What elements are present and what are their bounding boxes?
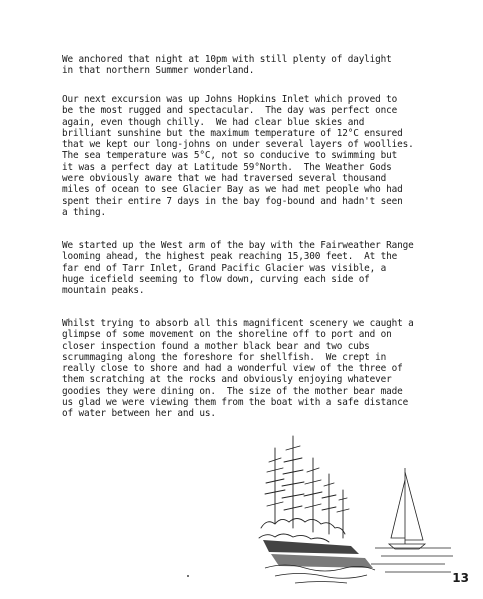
text-line: a thing. [62,206,106,218]
text-line: miles of ocean to see Glacier Bay as we had met people who had [62,184,403,196]
text-line: them scratching at the rocks and obviously enjoying whatever [62,374,392,386]
text-line: Whilst trying to absorb all this magnificent scenery we caught a [62,318,414,329]
text-line: brilliant sunshine but the maximum temperature of 12°C ensured [62,127,403,139]
text-line: it was a perfect day at Latitude 59°North. The Weather Gods [62,161,392,173]
text-line: Our next excursion was up Johns Hopkins Inlet which proved to [62,94,398,105]
text-line: spent their entire 7 days in the bay fog-bound and hadn't seen [62,195,403,207]
text-line: of water between her and us. [62,408,216,420]
page-number: 13 [452,571,469,585]
text-line: that we kept our long-johns on under several layers of woollies. [62,139,414,151]
text-line: looming ahead, the highest peak reaching 15,300 feet. At the [62,251,398,263]
text-line: We anchored that night at 10pm with still plenty of daylight [62,54,392,65]
stray-mark [187,575,189,577]
text-line: in that northern Summer wonderland. [62,65,255,77]
text-line: far end of Tarr Inlet, Grand Pacific Glacier was visible, a [62,262,387,274]
text-line: again, even though chilly. We had clear blue skies and [62,116,365,128]
text-line: goodies they were dining on. The size of the mother bear made [62,385,403,397]
text-line: scrummaging along the foreshore for shellfish. We crept in [62,351,387,363]
text-line: glimpse of some movement on the shoreline off to port and on [62,329,392,341]
text-line: The sea temperature was 5°C, not so conducive to swimming but [62,150,398,162]
text-line: were obviously aware that we had traversed several thousand [62,173,387,185]
text-line: mountain peaks. [62,285,145,297]
text-line: closer inspection found a mother black bear and two cubs [62,340,370,352]
paragraph-johns-hopkins-inlet [62,94,462,218]
paragraph-anchoring [62,54,462,77]
text-line: be the most rugged and spectacular. The day was perfect once [62,105,398,117]
paragraph-west-arm [62,240,462,296]
shoreline-sailboat-sketch-icon [255,428,455,588]
text-line: us glad we were viewing them from the boat with a safe distance [62,397,409,409]
paragraph-black-bear [62,318,462,420]
text-line: really close to shore and had a wonderful view of the three of [62,363,403,375]
text-line: huge icefield seeming to flow down, curving each side of [62,273,370,285]
text-line: We started up the West arm of the bay with the Fairweather Range [62,240,414,251]
